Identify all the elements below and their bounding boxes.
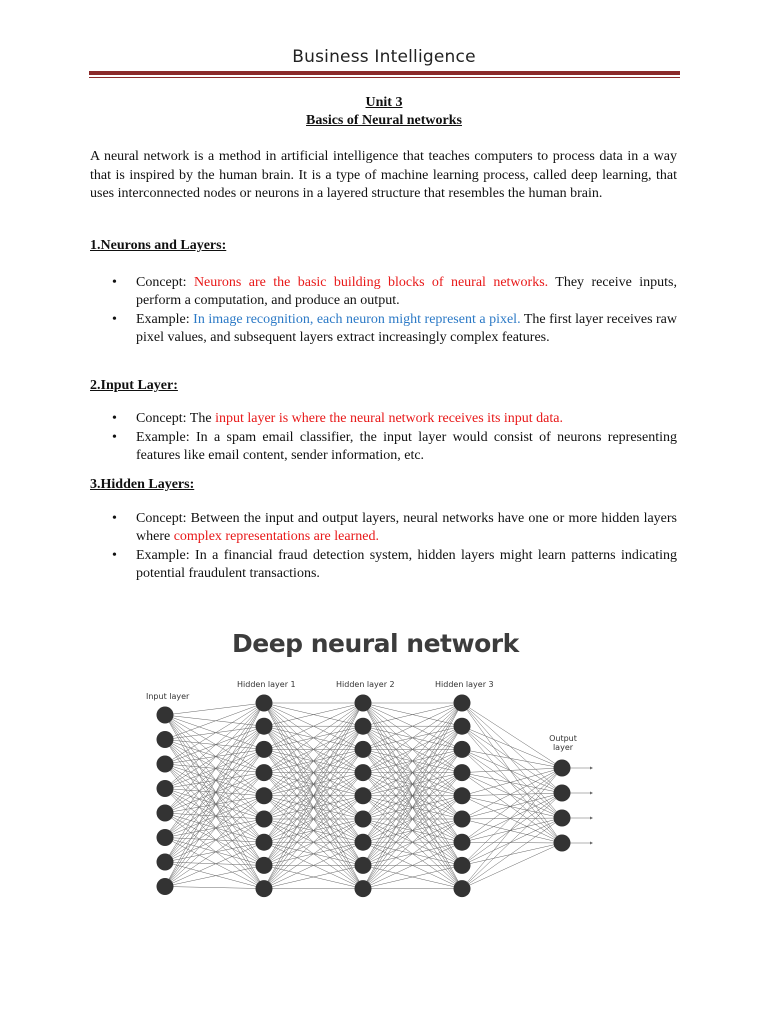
neuron-node <box>554 835 571 852</box>
neuron-node <box>256 834 273 851</box>
neuron-node <box>157 854 174 871</box>
bullet-icon: • <box>112 548 117 563</box>
neuron-node <box>355 787 372 804</box>
connection-line <box>462 703 562 818</box>
hidden-layer-3-label: Hidden layer 3 <box>435 680 494 689</box>
section-list-input-layer <box>110 410 677 466</box>
list-item: • Example: In a spam email classifier, the input layer would consist of neurons representing features like email content, sender information, etc. <box>112 430 677 463</box>
bullet-icon: • <box>112 312 117 327</box>
unit-number: Unit 3 <box>365 95 403 110</box>
neuron-node <box>454 811 471 828</box>
connection-line <box>165 796 264 887</box>
connection-line <box>462 796 562 818</box>
neuron-node <box>554 810 571 827</box>
connection-line <box>462 796 562 843</box>
section-heading-neurons: 1.Neurons and Layers: <box>90 238 227 253</box>
figure-title: Deep neural network <box>232 629 519 658</box>
neuron-node <box>454 741 471 758</box>
bullet-icon: • <box>112 430 117 445</box>
connection-line <box>165 715 264 773</box>
connection-line <box>462 793 562 889</box>
neuron-node <box>157 805 174 822</box>
section-list-hidden-layers <box>110 510 677 584</box>
neuron-node <box>256 880 273 897</box>
hidden-layer-2-label: Hidden layer 2 <box>336 680 395 689</box>
connection-line <box>165 819 264 838</box>
output-arrowhead <box>590 817 593 820</box>
list-item: • Concept: Neurons are the basic building blocks of neural networks. They receive inputs, perform a computation, and produce an output. <box>112 275 677 308</box>
neuron-node <box>256 741 273 758</box>
neuron-node <box>355 764 372 781</box>
neural-network-diagram <box>140 625 620 930</box>
neuron-node <box>157 829 174 846</box>
connection-line <box>165 715 264 726</box>
connection-line <box>165 726 264 739</box>
connection-line <box>165 703 264 764</box>
section-heading-hidden-layers: 3.Hidden Layers: <box>90 477 195 492</box>
connection-line <box>165 764 264 819</box>
neuron-node <box>157 780 174 797</box>
neuron-node <box>355 741 372 758</box>
input-layer-label: Input layer <box>146 692 190 701</box>
connection-line <box>165 703 264 740</box>
connection-line <box>462 843 562 889</box>
neuron-node <box>256 857 273 874</box>
unit-title: Basics of Neural networks <box>306 113 462 128</box>
neuron-node <box>157 756 174 773</box>
connection-line <box>462 703 562 768</box>
page-header-title: Business Intelligence <box>292 47 476 67</box>
bullet-icon: • <box>112 511 117 526</box>
connection-line <box>165 726 264 837</box>
connection-line <box>165 819 264 862</box>
connection-line <box>462 793 562 819</box>
neuron-node <box>256 695 273 712</box>
connection-line <box>165 703 264 789</box>
connection-line <box>165 749 264 837</box>
connection-line <box>165 865 264 886</box>
bullet-icon: • <box>112 275 117 290</box>
list-item: • Concept: Between the input and output layers, neural networks have one or more hidden layers where complex representations are learned. <box>112 511 677 544</box>
connection-line <box>165 703 264 715</box>
connection-line <box>462 726 562 843</box>
neuron-node <box>355 718 372 735</box>
connection-line <box>462 726 562 768</box>
connection-line <box>462 842 562 843</box>
list-item: • Example: In image recognition, each neuron might represent a pixel. The first layer receives raw pixel values, and subsequent layers extract increasingly complex features. <box>112 312 678 345</box>
output-arrowhead <box>590 767 593 770</box>
neuron-node <box>454 834 471 851</box>
neuron-node <box>454 764 471 781</box>
neuron-node <box>256 718 273 735</box>
section-heading-input-layer: 2.Input Layer: <box>90 378 178 393</box>
output-arrowhead <box>590 842 593 845</box>
neuron-node <box>157 707 174 724</box>
neuron-node <box>355 811 372 828</box>
header-rule-thick <box>89 71 680 75</box>
connection-line <box>462 793 562 842</box>
section-list-neurons <box>110 274 677 348</box>
neuron-node <box>256 787 273 804</box>
output-layer-label: Output layer <box>549 734 577 752</box>
neuron-node <box>454 718 471 735</box>
hidden-layer-1-label: Hidden layer 1 <box>237 680 296 689</box>
list-item: • Example: In a financial fraud detection system, hidden layers might learn patterns indicating potential fraudulent transactions. <box>112 548 677 581</box>
connection-line <box>165 764 264 773</box>
neuron-node <box>355 857 372 874</box>
connection-line <box>462 749 562 768</box>
connection-line <box>462 818 562 865</box>
neuron-node <box>454 857 471 874</box>
neuron-node <box>256 811 273 828</box>
header-rule-thin <box>89 77 680 78</box>
neuron-node <box>355 695 372 712</box>
list-item: • Concept: The input layer is where the neural network receives its input data. <box>112 411 563 426</box>
connection-line <box>462 818 562 842</box>
neuron-node <box>454 695 471 712</box>
bullet-icon: • <box>112 411 117 426</box>
connection-line <box>462 703 562 843</box>
connection-line <box>165 796 264 813</box>
neuron-node <box>554 760 571 777</box>
neuron-node <box>157 878 174 895</box>
connection-line <box>462 818 562 819</box>
intro-paragraph: A neural network is a method in artificial intelligence that teaches computers to process data in a way that is inspired by the human brain. It is a type of machine learning process, called deep learning, that uses interconnected nodes or neurons in a layered structure that resembles the human brain. <box>90 149 677 201</box>
neuron-node <box>454 787 471 804</box>
neuron-node <box>554 785 571 802</box>
connection-line <box>165 887 264 889</box>
connection-line <box>462 843 562 865</box>
neuron-node <box>157 731 174 748</box>
neuron-node <box>355 834 372 851</box>
output-arrowhead <box>590 792 593 795</box>
neuron-node <box>355 880 372 897</box>
neuron-node <box>256 764 273 781</box>
neuron-node <box>454 880 471 897</box>
